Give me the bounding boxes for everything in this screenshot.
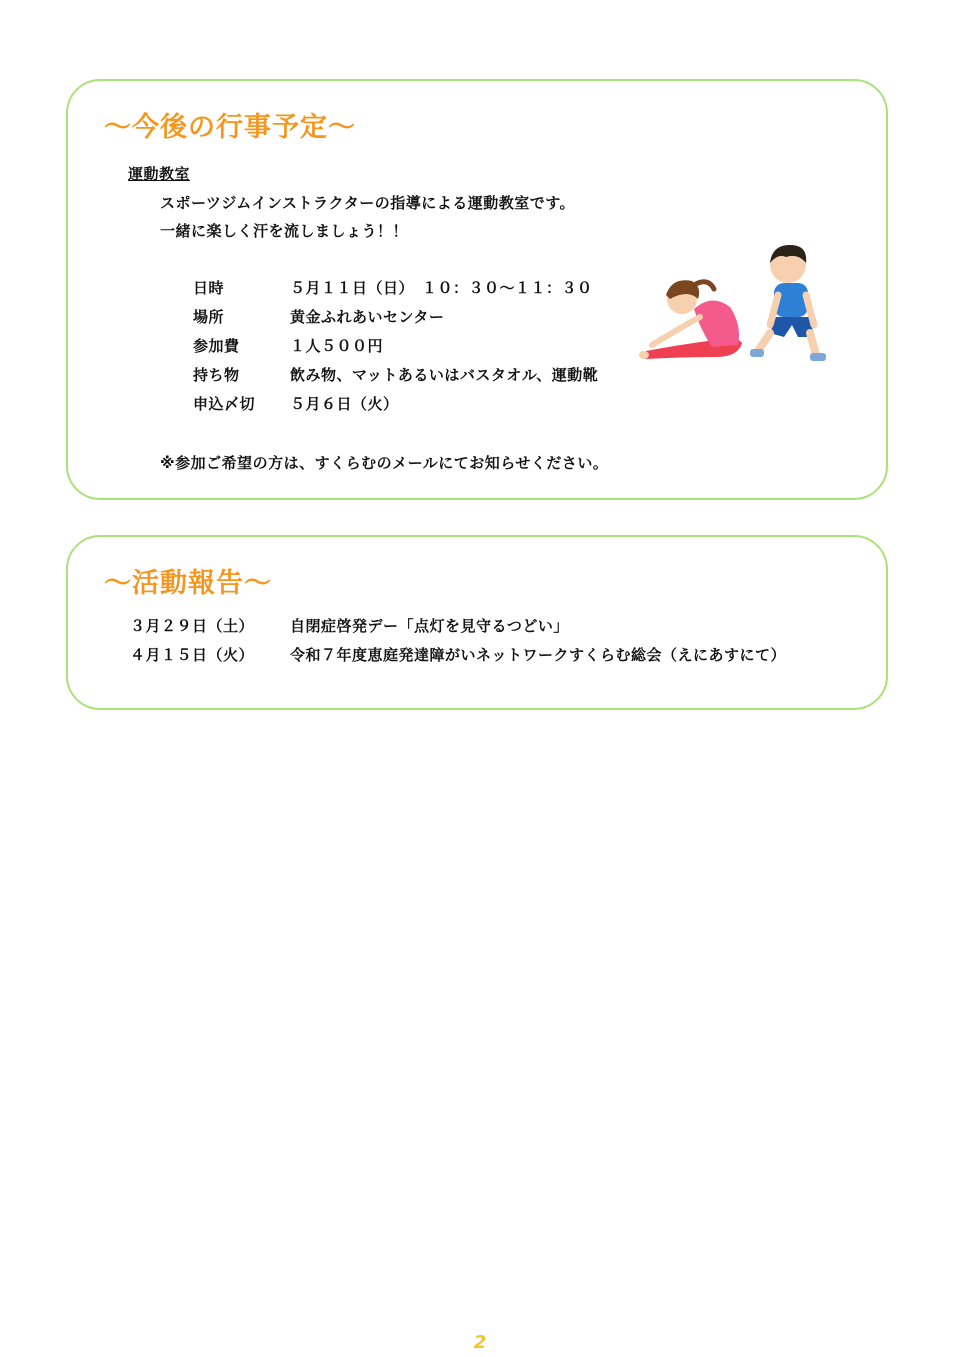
- page-number: 2: [473, 1332, 487, 1353]
- detail-label-items: 持ち物: [193, 366, 240, 384]
- event-intro-line-2: 一緒に楽しく汗を流しましょう！！: [160, 222, 409, 240]
- event-intro-line-1: スポーツジムインストラクターの指導による運動教室です。: [160, 194, 576, 212]
- report-date-2: ４月１５日（火）: [130, 646, 255, 664]
- activity-report-heading: ～活動報告～: [104, 568, 272, 599]
- upcoming-events-heading: ～今後の行事予定～: [104, 112, 356, 143]
- detail-value-deadline: ５月６日（火）: [290, 395, 399, 413]
- detail-value-place: 黄金ふれあいセンター: [290, 308, 445, 326]
- detail-value-fee: １人５００円: [290, 337, 384, 355]
- detail-label-place: 場所: [193, 308, 225, 326]
- participation-note: ※参加ご希望の方は、すくらむのメールにてお知らせください。: [160, 454, 609, 472]
- report-text-2: 令和７年度恵庭発達障がいネットワークすくらむ総会（えにあすにて）: [290, 646, 787, 664]
- report-text-1: 自閉症啓発デー「点灯を見守るつどい」: [290, 617, 569, 635]
- woman-stretching-figure: [639, 280, 742, 359]
- event-title: 運動教室: [128, 165, 191, 183]
- man-stretching-figure: [750, 245, 826, 361]
- detail-label-datetime: 日時: [193, 279, 225, 297]
- upcoming-events-box: [66, 79, 888, 500]
- detail-value-items: 飲み物、マットあるいはバスタオル、運動靴: [290, 366, 599, 384]
- report-date-1: ３月２９日（土）: [130, 617, 255, 635]
- activity-report-box: [66, 535, 888, 710]
- detail-value-datetime: ５月１１日（日） １０：３０～１１：３０: [290, 279, 593, 297]
- stretching-people-illustration: [638, 233, 858, 373]
- detail-label-fee: 参加費: [193, 337, 240, 355]
- detail-label-deadline: 申込〆切: [193, 395, 256, 413]
